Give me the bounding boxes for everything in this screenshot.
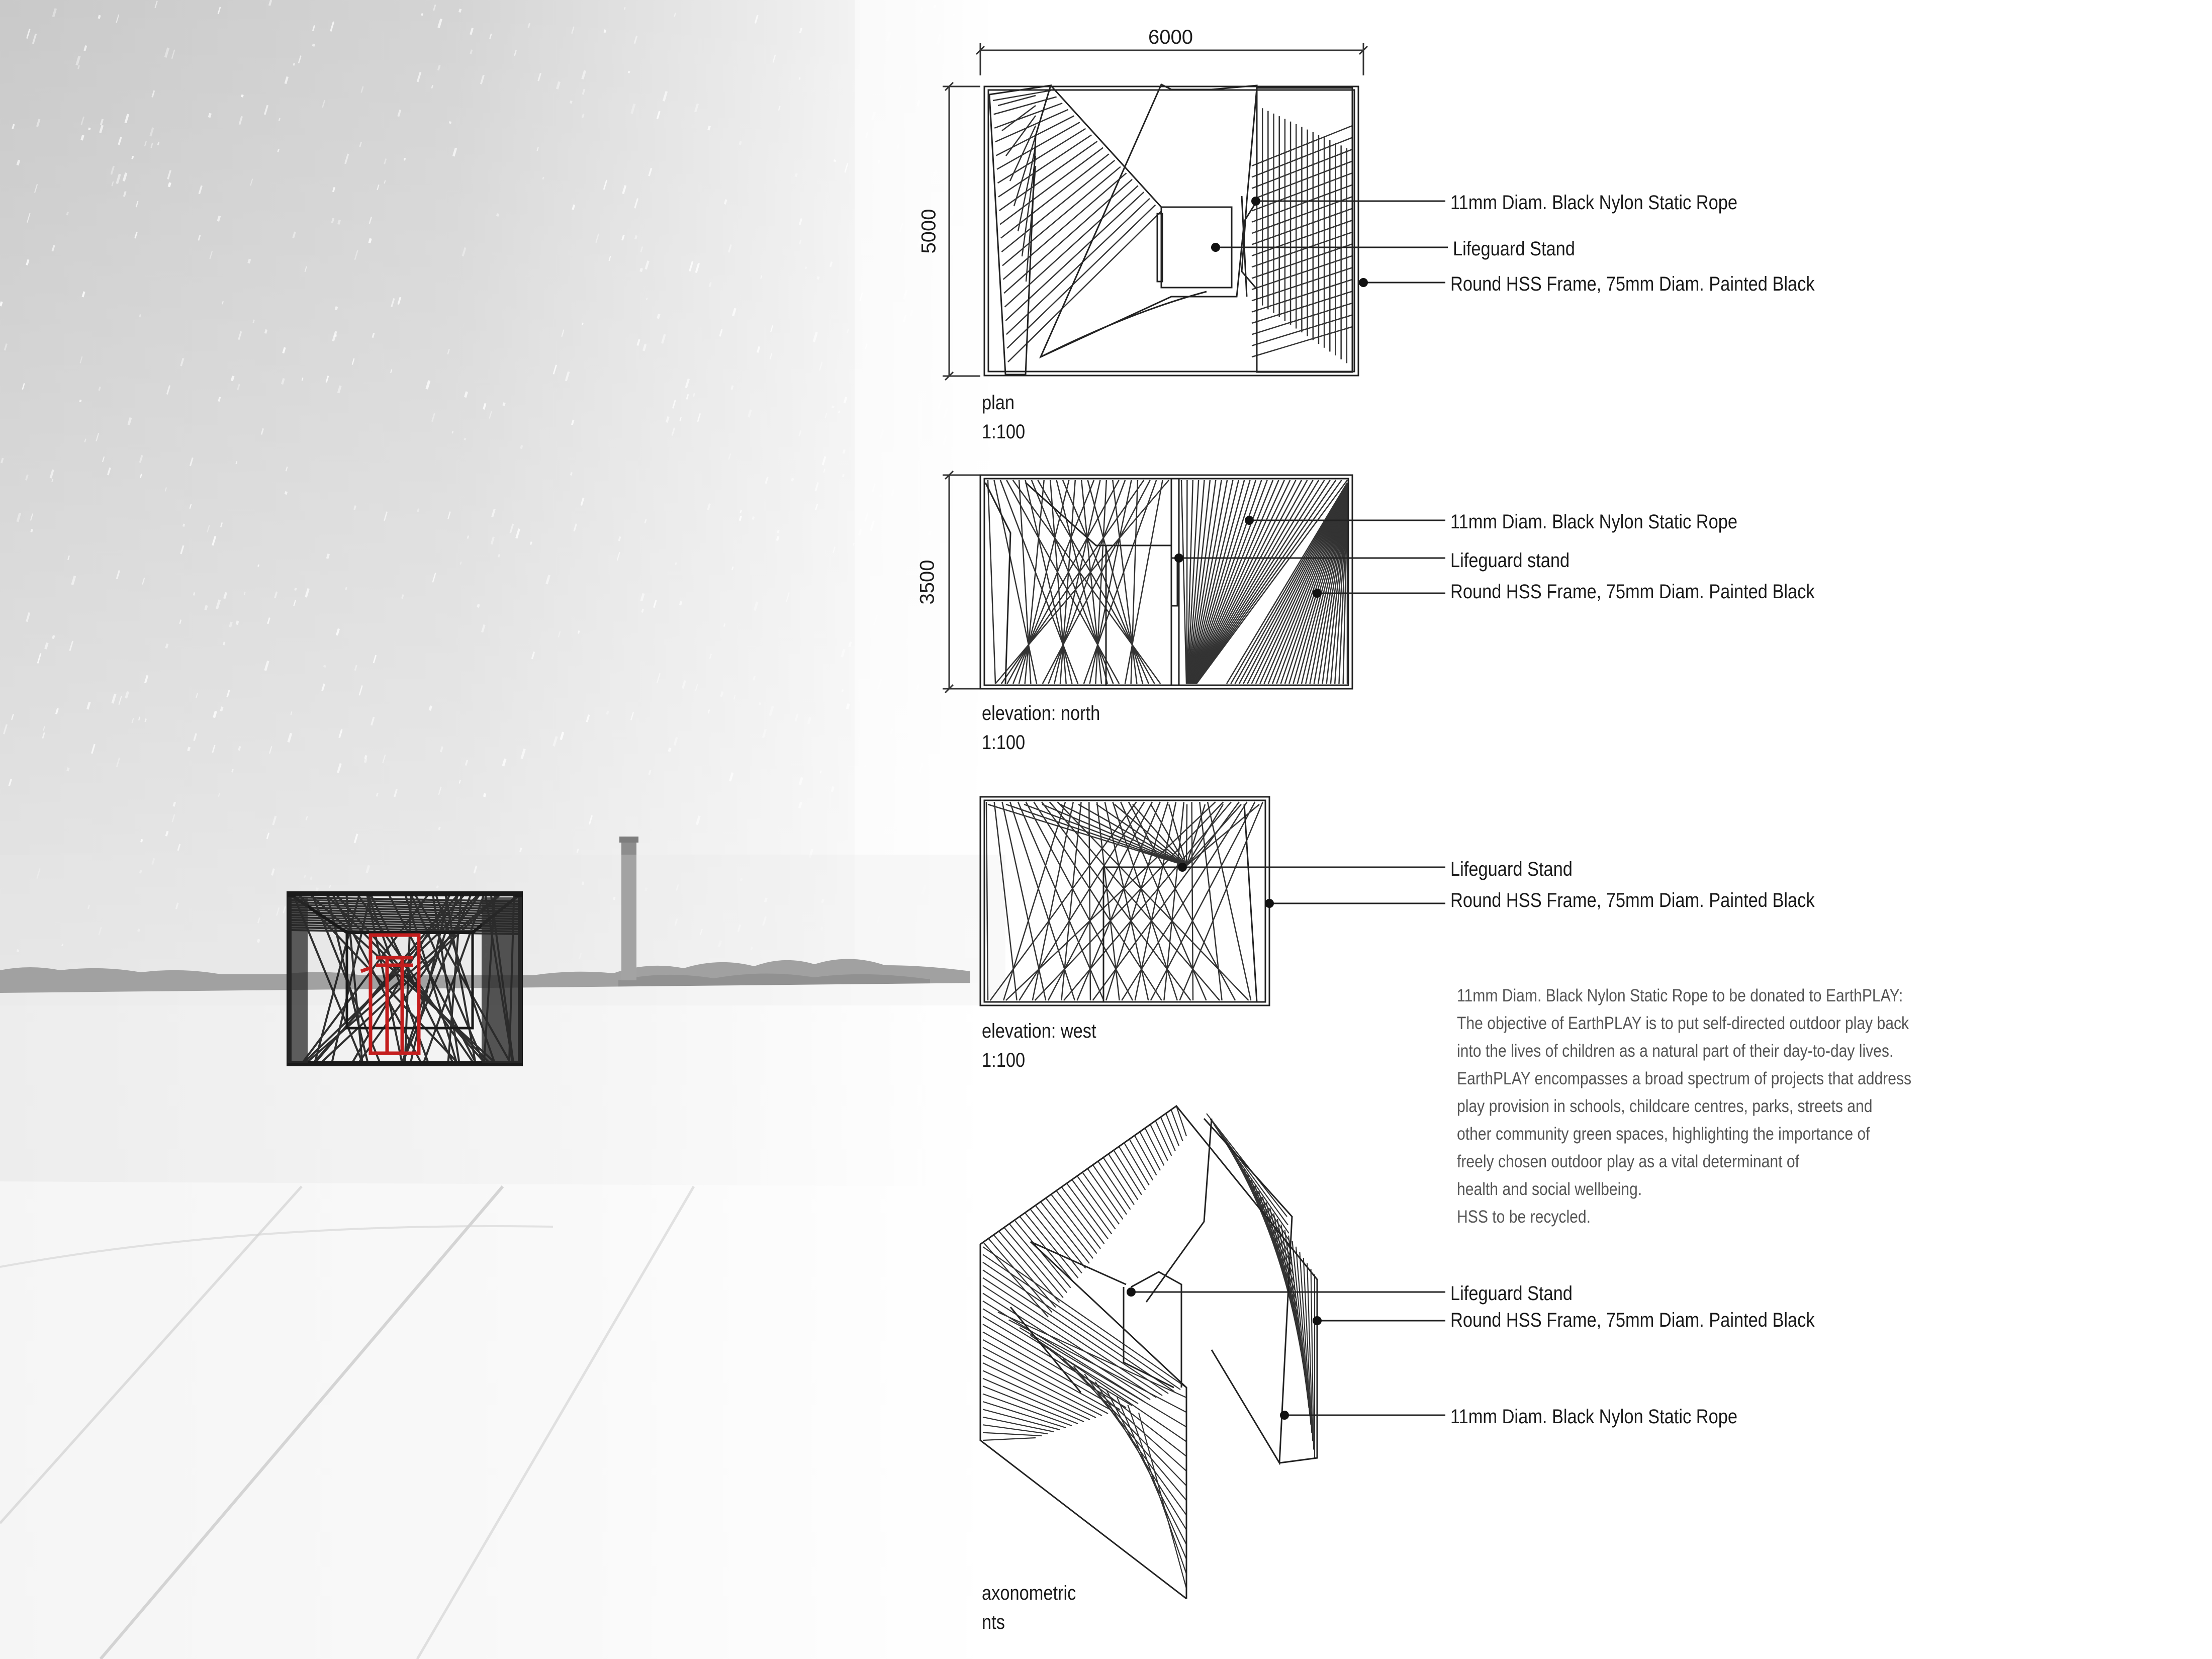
snowflake xyxy=(777,536,779,541)
west-rope xyxy=(1186,804,1187,866)
axo-rope xyxy=(1031,1335,1186,1442)
snowflake xyxy=(504,403,505,406)
snowflake xyxy=(521,445,522,449)
snowflake xyxy=(460,562,462,565)
snowflake xyxy=(724,623,725,626)
snowflake xyxy=(232,376,233,381)
axo-rope xyxy=(983,1438,1036,1440)
snowflake xyxy=(327,554,329,559)
west-rope xyxy=(1121,802,1206,1000)
snowflake xyxy=(67,212,68,215)
snowflake xyxy=(278,149,279,152)
note-line: freely chosen outdoor play as a vital determinant of xyxy=(1457,1152,1799,1171)
axo-rope xyxy=(983,1278,1162,1396)
snowflake xyxy=(53,635,54,639)
axo-rope xyxy=(983,1386,1078,1424)
snowflake xyxy=(99,387,100,391)
snowflake xyxy=(249,259,250,263)
axo-rope xyxy=(983,1433,1042,1436)
axo-rope xyxy=(1040,1202,1089,1263)
snowflake xyxy=(953,14,954,16)
snowflake xyxy=(430,706,431,710)
snowflake xyxy=(237,621,238,625)
snowflake xyxy=(604,30,605,33)
axo-rope xyxy=(1020,1328,1186,1427)
west-rope xyxy=(1018,802,1104,1000)
snowflake xyxy=(945,629,946,632)
snowflake xyxy=(370,238,371,243)
snowflake xyxy=(206,605,207,610)
snowflake xyxy=(778,530,779,532)
north-rope xyxy=(1049,480,1126,684)
snowflake xyxy=(99,15,100,19)
snowflake xyxy=(676,563,677,565)
snowflake xyxy=(478,604,479,607)
north-rope xyxy=(1181,480,1186,684)
note-line: The objective of EarthPLAY is to put self-directed outdoor play back xyxy=(1457,1013,1909,1033)
snowflake xyxy=(577,849,578,853)
note-line: HSS to be recycled. xyxy=(1457,1207,1591,1227)
snowflake xyxy=(842,689,843,692)
north-rope xyxy=(1193,480,1301,684)
snowflake xyxy=(497,214,498,217)
snowflake xyxy=(236,462,237,464)
axo-rope xyxy=(983,1270,1168,1394)
snowflake xyxy=(173,802,175,806)
north-rope xyxy=(1191,480,1256,684)
snowflake xyxy=(230,622,231,627)
snowflake xyxy=(741,510,742,513)
plan-rope xyxy=(1001,160,1115,252)
snowflake xyxy=(324,665,325,667)
axo-rope xyxy=(1109,1154,1138,1200)
snowflake xyxy=(847,704,849,709)
north-callout-rope: 11mm Diam. Black Nylon Static Rope xyxy=(1450,511,1737,533)
west-rope-lines xyxy=(986,802,1263,1000)
snowflake xyxy=(354,506,355,510)
snowflake xyxy=(166,644,168,649)
plan-rope xyxy=(997,129,1085,183)
west-elevation-drawing xyxy=(980,797,1445,1005)
axo-rope xyxy=(1077,1176,1115,1229)
snowflake xyxy=(188,747,189,751)
north-callout-frame: Round HSS Frame, 75mm Diam. Painted Black xyxy=(1450,581,1815,603)
axo-rope xyxy=(1117,1397,1186,1559)
axo-rope xyxy=(1139,1413,1186,1589)
axo-rope xyxy=(1106,1390,1186,1544)
note-line: play provision in schools, childcare centres, parks, streets and xyxy=(1457,1096,1873,1116)
axo-callout-rope: 11mm Diam. Black Nylon Static Rope xyxy=(1450,1406,1737,1428)
snowflake xyxy=(578,630,579,633)
north-rope xyxy=(1260,488,1347,684)
snowflake xyxy=(338,220,340,225)
snowflake xyxy=(221,707,223,711)
snowflake xyxy=(642,609,643,612)
plan-leaders xyxy=(1217,201,1448,283)
west-leaders xyxy=(1182,867,1445,903)
snowflake xyxy=(279,118,280,121)
west-elevation-scale: 1:100 xyxy=(982,1049,1026,1071)
snowflake xyxy=(680,601,681,605)
snowflake xyxy=(346,587,347,590)
snowflake xyxy=(839,411,840,413)
snowflake xyxy=(582,323,583,325)
axonometric-title: axonometric xyxy=(982,1582,1076,1604)
plan-callout-stand: Lifeguard Stand xyxy=(1453,238,1575,260)
plan-depth-dimension: 5000 xyxy=(917,209,940,254)
north-rope xyxy=(1272,490,1347,684)
snowflake xyxy=(658,314,660,319)
snowflake xyxy=(232,769,233,772)
snowflake xyxy=(465,392,467,398)
axo-rope xyxy=(1072,1179,1112,1234)
snowflake xyxy=(607,711,608,714)
axo-rope xyxy=(983,1402,1066,1428)
axo-rope xyxy=(993,1234,1056,1307)
plan-scale: 1:100 xyxy=(982,421,1026,443)
axo-rope xyxy=(1025,1213,1078,1278)
axo-rope xyxy=(988,1238,1052,1313)
snowflake xyxy=(669,748,670,752)
snowflake xyxy=(81,135,83,140)
snowflake xyxy=(253,320,254,323)
snowflake xyxy=(853,543,854,545)
snowflake xyxy=(219,397,220,402)
snowflake xyxy=(849,642,851,647)
snowflake xyxy=(313,44,314,46)
snowflake xyxy=(468,536,469,539)
snowflake xyxy=(880,495,881,497)
axonometric-drawing xyxy=(980,1106,1445,1599)
snowflake xyxy=(865,765,866,767)
snowflake xyxy=(194,592,195,595)
snowflake xyxy=(141,839,142,842)
snowflake xyxy=(67,768,68,771)
axo-leaders xyxy=(1131,1292,1445,1415)
note-line: 11mm Diam. Black Nylon Static Rope to be donated to EarthPLAY: xyxy=(1457,986,1903,1005)
note-line: other community green spaces, highlighting the importance of xyxy=(1457,1124,1870,1144)
axo-rope xyxy=(1035,1205,1085,1268)
axo-rope xyxy=(1046,1197,1093,1258)
snowflake xyxy=(140,314,141,317)
plan-rope xyxy=(1002,106,1036,131)
snowflake xyxy=(582,114,583,118)
west-rope xyxy=(1002,802,1046,1000)
snowflake xyxy=(753,517,754,520)
snowflake xyxy=(295,588,296,590)
snowflake xyxy=(929,531,930,535)
note-line: into the lives of children as a natural part of their day-to-day lives. xyxy=(1457,1041,1894,1061)
snowflake xyxy=(725,200,726,205)
north-rope xyxy=(1081,480,1101,684)
west-rope xyxy=(1208,802,1251,1000)
snowflake xyxy=(286,492,287,495)
plan-leader-dots xyxy=(1211,197,1368,287)
snowflake xyxy=(708,126,709,130)
axonometric-scale: nts xyxy=(982,1611,1005,1633)
snowflake xyxy=(499,554,500,557)
snowflake xyxy=(158,142,159,145)
snowflake xyxy=(402,595,403,599)
north-callout-stand: Lifeguard stand xyxy=(1450,549,1570,572)
north-rope-lines xyxy=(988,480,1347,684)
snowflake xyxy=(365,759,366,763)
west-callout-frame: Round HSS Frame, 75mm Diam. Painted Black xyxy=(1450,889,1815,911)
axo-rope xyxy=(1135,1135,1157,1175)
north-height-dimension: 3500 xyxy=(916,560,939,605)
plan-rope xyxy=(1005,192,1144,321)
snowflake xyxy=(843,475,844,477)
snowflake xyxy=(78,65,79,69)
snowflake xyxy=(265,330,266,334)
axo-rope xyxy=(1288,1236,1308,1400)
snowflake xyxy=(844,449,845,453)
snowflake xyxy=(799,77,800,79)
north-rope xyxy=(1192,480,1273,684)
snowflake xyxy=(818,276,819,280)
snowflake xyxy=(169,182,170,187)
snowflake xyxy=(418,509,419,512)
snowflake xyxy=(183,524,185,526)
snowflake xyxy=(732,567,733,570)
plan-rope xyxy=(998,135,1091,197)
snowflake xyxy=(530,542,531,545)
snowflake xyxy=(796,173,797,177)
snowflake xyxy=(1,302,2,306)
snowflake xyxy=(934,5,935,8)
west-elevation-title: elevation: west xyxy=(982,1020,1096,1042)
axo-rope-lines xyxy=(983,1106,1315,1589)
axo-rope xyxy=(1030,1209,1082,1273)
axo-rope xyxy=(1124,1143,1149,1185)
axo-rope xyxy=(1166,1114,1179,1146)
snowflake xyxy=(471,50,472,54)
snowflake xyxy=(218,216,220,221)
snowflake xyxy=(209,113,210,117)
axo-rope xyxy=(1093,1165,1127,1215)
axo-rope xyxy=(983,1425,1048,1434)
north-rope xyxy=(1195,480,1319,684)
west-rope xyxy=(1186,804,1205,866)
snowflake xyxy=(459,9,460,13)
plan-rope-grid xyxy=(1252,106,1352,367)
plan-rope-hatch xyxy=(993,90,1161,362)
snowflake xyxy=(31,529,32,532)
axo-rope xyxy=(1155,1121,1171,1156)
axo-callout-stand: Lifeguard Stand xyxy=(1450,1282,1573,1305)
snowflake xyxy=(641,268,642,272)
axo-rope xyxy=(1161,1117,1175,1151)
axo-rope xyxy=(983,1378,1084,1422)
snowflake xyxy=(18,160,19,165)
snowflake xyxy=(571,473,572,476)
axo-rope xyxy=(1087,1168,1123,1219)
axo-rope xyxy=(1009,1320,1186,1412)
snowflake xyxy=(145,719,146,722)
north-rope xyxy=(1084,480,1156,684)
north-rope xyxy=(1000,480,1078,684)
snowflake xyxy=(754,676,755,680)
north-rope xyxy=(1125,480,1163,684)
snowflake xyxy=(336,307,337,310)
axo-callout-frame: Round HSS Frame, 75mm Diam. Painted Black xyxy=(1450,1309,1815,1331)
north-elevation-title: elevation: north xyxy=(982,702,1100,724)
site-photo xyxy=(0,0,1005,1659)
axo-rope xyxy=(1082,1172,1120,1224)
plan-callout-rope: 11mm Diam. Black Nylon Static Rope xyxy=(1450,192,1737,214)
snowflake xyxy=(832,787,834,792)
snowflake xyxy=(377,793,378,796)
snowflake xyxy=(404,158,405,160)
snowflake xyxy=(520,848,521,852)
snowflake xyxy=(484,793,485,797)
snowflake xyxy=(571,101,572,104)
snowflake xyxy=(878,160,879,164)
snowflake xyxy=(439,827,440,830)
earthplay-note xyxy=(1457,982,1912,1231)
axo-rope xyxy=(1210,1119,1287,1225)
snowflake xyxy=(731,386,732,390)
plan-drawing xyxy=(943,43,1448,380)
axo-rope xyxy=(1171,1110,1183,1141)
snowflake xyxy=(332,218,333,223)
west-rope xyxy=(1186,804,1241,866)
axo-rope xyxy=(1176,1106,1186,1136)
axo-rope xyxy=(1129,1139,1153,1180)
plan-title: plan xyxy=(982,392,1015,414)
snowflake xyxy=(452,431,453,433)
note-line: health and social wellbeing. xyxy=(1457,1179,1642,1199)
north-elevation-scale: 1:100 xyxy=(982,731,1026,754)
snowflake xyxy=(792,478,793,481)
north-elevation-drawing xyxy=(943,471,1445,693)
west-callout-stand: Lifeguard Stand xyxy=(1450,858,1573,880)
snowflake xyxy=(224,642,225,646)
axo-rope xyxy=(1114,1150,1142,1195)
snowflake xyxy=(239,747,240,751)
note-line: EarthPLAY encompasses a broad spectrum of projects that address xyxy=(1457,1069,1912,1088)
plan-callout-frame: Round HSS Frame, 75mm Diam. Painted Black xyxy=(1450,273,1815,295)
snowflake xyxy=(635,235,636,239)
snowflake xyxy=(624,8,625,10)
snowflake xyxy=(132,156,133,159)
snowflake xyxy=(740,141,741,145)
plan-width-dimension: 6000 xyxy=(1148,26,1193,48)
axo-rope xyxy=(998,1231,1059,1303)
snowflake xyxy=(619,536,620,541)
north-rope xyxy=(1025,480,1072,684)
axo-rope xyxy=(1119,1146,1146,1190)
axo-rope xyxy=(1004,1227,1063,1298)
